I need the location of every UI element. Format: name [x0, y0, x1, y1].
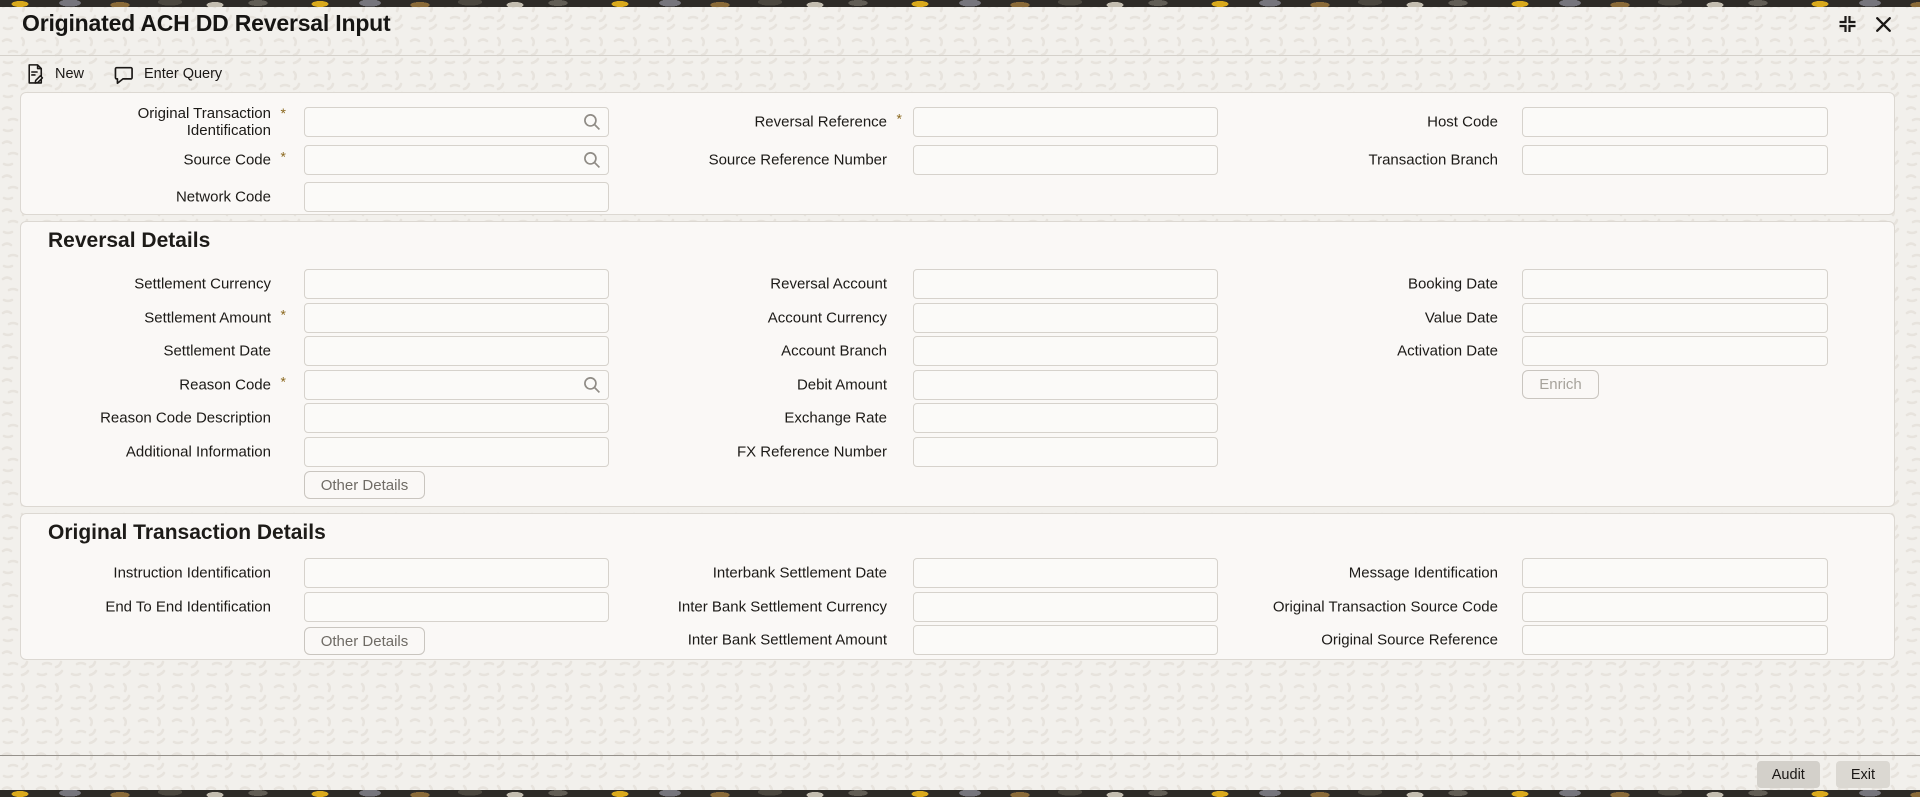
new-document-icon — [25, 63, 46, 85]
message-identification-label: Message Identification — [1348, 564, 1498, 582]
original-transaction-source-code-label: Original Transaction Source Code — [1272, 598, 1498, 616]
booking-date-label: Booking Date — [1407, 275, 1498, 293]
desktop-edge-bottom — [0, 790, 1920, 797]
network-code-label: Network Code — [175, 188, 271, 206]
exchange-rate-label: Exchange Rate — [784, 409, 887, 427]
fx-reference-number-field — [21, 437, 1894, 467]
required-marker: * — [280, 306, 286, 323]
window-controls — [1834, 12, 1896, 36]
inter-bank-settlement-currency-label: Inter Bank Settlement Currency — [677, 598, 887, 616]
host-code-field — [21, 107, 1894, 137]
enter-query-button[interactable] — [112, 64, 222, 85]
end-to-end-identification-label: End To End Identification — [105, 598, 271, 616]
panel-reversal-details — [20, 221, 1895, 507]
footer-divider — [0, 755, 1920, 756]
original-transaction-source-code-field — [21, 592, 1894, 622]
enter-query-icon — [112, 64, 135, 85]
fx-reference-number-label: FX Reference Number — [736, 443, 887, 461]
other-details-button[interactable]: Other Details — [304, 471, 425, 499]
original-transaction-details-heading: Original Transaction Details — [48, 521, 326, 544]
settlement-amount-label: Settlement Amount * — [144, 306, 286, 327]
original-source-reference-label: Original Source Reference — [1321, 631, 1498, 649]
page-title: Originated ACH DD Reversal Input — [22, 10, 391, 36]
source-code-label: Source Code * — [183, 148, 286, 169]
activation-date-label: Activation Date — [1397, 342, 1498, 360]
host-code-label: Host Code — [1427, 113, 1498, 131]
collapse-window-button[interactable] — [1834, 12, 1860, 36]
debit-amount-field — [21, 370, 1894, 400]
host-code-input[interactable] — [1522, 107, 1828, 137]
reason-code-label: Reason Code * — [179, 373, 286, 394]
account-currency-label: Account Currency — [767, 309, 887, 327]
network-code-input[interactable] — [304, 182, 609, 212]
required-marker: * — [280, 148, 286, 165]
close-window-button[interactable] — [1870, 12, 1896, 36]
account-branch-label: Account Branch — [781, 342, 887, 360]
audit-button[interactable]: Audit — [1757, 761, 1820, 788]
network-code-field — [21, 182, 1894, 212]
new-button[interactable] — [25, 63, 84, 85]
reason-code-description-label: Reason Code Description — [100, 409, 271, 427]
inter-bank-settlement-amount-label: Inter Bank Settlement Amount — [687, 631, 887, 649]
panel-transaction-header — [20, 92, 1895, 215]
other-details-button[interactable]: Other Details — [304, 627, 425, 655]
toolbar — [25, 61, 222, 87]
desktop-edge-top — [0, 0, 1920, 7]
transaction-branch-label: Transaction Branch — [1368, 151, 1498, 169]
message-identification-input[interactable] — [1522, 558, 1828, 588]
original-transaction-identification-label: Original Transaction Identification * — [137, 105, 286, 139]
title-divider — [0, 55, 1920, 56]
transaction-branch-field — [21, 145, 1894, 175]
interbank-settlement-date-label: Interbank Settlement Date — [712, 564, 887, 582]
close-icon — [1873, 14, 1894, 35]
booking-date-input[interactable] — [1522, 269, 1828, 299]
booking-date-field — [21, 269, 1894, 299]
enter-query-button-label: Enter Query — [144, 66, 223, 82]
footer-buttons — [1757, 761, 1890, 788]
source-reference-number-label: Source Reference Number — [708, 151, 887, 169]
activation-date-input[interactable] — [1522, 336, 1828, 366]
reversal-reference-label: Reversal Reference * — [754, 110, 902, 131]
debit-amount-input[interactable] — [913, 370, 1218, 400]
fx-reference-number-input[interactable] — [913, 437, 1218, 467]
original-transaction-source-code-input[interactable] — [1522, 592, 1828, 622]
original-source-reference-input[interactable] — [1522, 625, 1828, 655]
value-date-field — [21, 303, 1894, 333]
original-source-reference-field — [21, 625, 1894, 655]
transaction-branch-input[interactable] — [1522, 145, 1828, 175]
additional-information-label: Additional Information — [125, 443, 271, 461]
debit-amount-label: Debit Amount — [796, 376, 887, 394]
collapse-icon — [1835, 12, 1860, 36]
required-marker: * — [280, 373, 286, 390]
reversal-account-label: Reversal Account — [770, 275, 887, 293]
exchange-rate-input[interactable] — [913, 403, 1218, 433]
exit-button[interactable]: Exit — [1836, 761, 1890, 788]
new-button-label: New — [55, 66, 85, 82]
instruction-identification-label: Instruction Identification — [113, 564, 271, 582]
reversal-details-heading: Reversal Details — [48, 229, 211, 252]
value-date-input[interactable] — [1522, 303, 1828, 333]
exchange-rate-field — [21, 403, 1894, 433]
activation-date-field — [21, 336, 1894, 366]
settlement-date-label: Settlement Date — [163, 342, 271, 360]
settlement-currency-label: Settlement Currency — [134, 275, 271, 293]
panel-original-transaction-details — [20, 513, 1895, 660]
message-identification-field — [21, 558, 1894, 588]
required-marker: * — [280, 105, 286, 121]
enrich-button[interactable]: Enrich — [1522, 370, 1599, 399]
required-marker: * — [896, 110, 902, 127]
value-date-label: Value Date — [1424, 309, 1498, 327]
